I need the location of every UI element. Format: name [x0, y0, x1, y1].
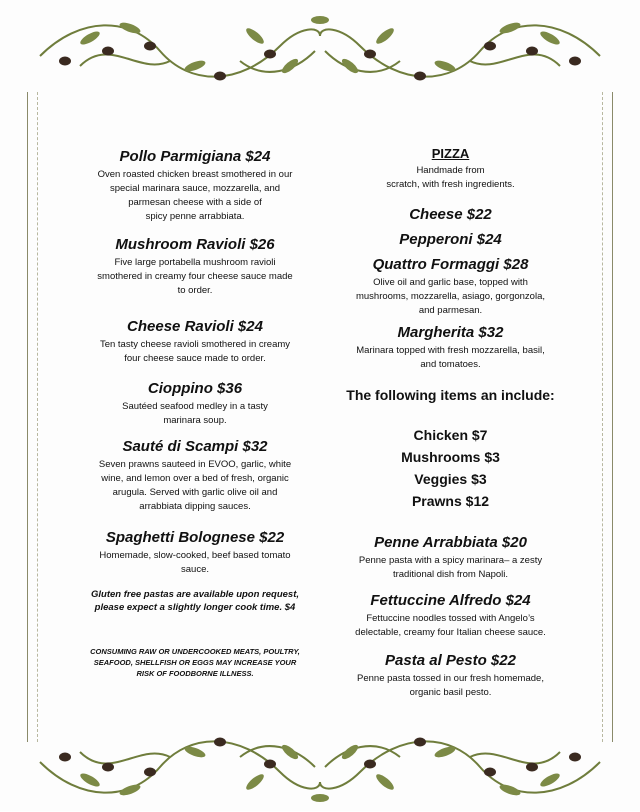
item-title: Cioppino $36 [147, 380, 243, 397]
menu-item [70, 529, 320, 577]
item-title: Quattro Formaggi $28 [372, 256, 529, 273]
gluten-free-note: Gluten free pastas are available upon request, please expect a slightly longer cook time. $4 [90, 589, 300, 613]
left-border-line [27, 92, 28, 742]
menu-item [70, 318, 320, 366]
foodborne-warning: CONSUMING RAW OR UNDERCOOKED MEATS, POULTRY, SEAFOOD, SHELLFISH OR EGGS MAY INCREASE YOUR RISK OF FOODBORNE ILLNESS. [90, 647, 300, 678]
menu-item [328, 592, 573, 640]
addon-item: Chicken $7 [413, 427, 488, 443]
addon-item: Veggies $3 [414, 471, 487, 487]
item-description: Seven prawns sauteed in EVOO, garlic, white wine, and lemon over a bed of fresh, organic arugula. Served with garlic olive oil and arrabbiata dipping sauces. [98, 459, 292, 512]
item-title: Margherita $32 [397, 324, 504, 341]
left-border-dots [37, 92, 38, 742]
menu-item [70, 236, 320, 298]
menu-item [70, 148, 320, 224]
item-title: Pepperoni $24 [399, 231, 502, 248]
item-description: Penne pasta with a spicy marinara– a zesty traditional dish from Napoli. [358, 555, 543, 580]
right-border-line [612, 92, 613, 742]
item-description: Homemade, slow-cooked, beef based tomato sauce. [99, 550, 291, 575]
item-title: Cheese Ravioli $24 [127, 318, 263, 335]
pizza-intro: Handmade from scratch, with fresh ingredients. [386, 165, 515, 190]
menu-item [70, 438, 320, 514]
menu-item [328, 231, 573, 249]
menu-item [70, 380, 320, 428]
olive-vine-border-top [20, 6, 620, 96]
item-description: Penne pasta tossed in our fresh homemade, organic basil pesto. [357, 673, 544, 698]
menu-item [328, 256, 573, 318]
right-border-dots [602, 92, 603, 742]
item-description: Five large portabella mushroom ravioli smothered in creamy four cheese sauce made to order. [97, 257, 293, 296]
olive-vine-border-bottom [20, 722, 620, 812]
addon-item: Mushrooms $3 [401, 449, 500, 465]
item-description: Fettuccine noodles tossed with Angelo’s delectable, creamy four Italian cheese sauce. [355, 613, 546, 638]
item-description: Sautéed seafood medley in a tasty marinara soup. [122, 401, 268, 426]
item-description: Olive oil and garlic base, topped with mushrooms, mozzarella, asiago, gorgonzola, and parmesan. [355, 277, 546, 316]
menu-item [328, 534, 573, 582]
item-title: Spaghetti Bolognese $22 [105, 529, 285, 546]
addons-list [328, 424, 573, 512]
item-description: Marinara topped with fresh mozzarella, basil, and tomatoes. [356, 345, 545, 370]
item-title: Sauté di Scampi $32 [122, 438, 268, 455]
item-description: Oven roasted chicken breast smothered in our special marinara sauce, mozzarella, and parmesan cheese with a side of spicy penne arrabbiata. [97, 169, 293, 222]
item-title: Pollo Parmigiana $24 [119, 148, 271, 165]
item-description: Ten tasty cheese ravioli smothered in creamy four cheese sauce made to order. [99, 339, 291, 364]
addon-item: Prawns $12 [411, 493, 490, 509]
pizza-section-header [328, 146, 573, 192]
item-title: Fettuccine Alfredo $24 [370, 592, 531, 609]
item-title: Pasta al Pesto $22 [385, 652, 516, 669]
menu-item [328, 652, 573, 700]
menu-item [328, 206, 573, 224]
item-title: Cheese $22 [409, 206, 492, 223]
pizza-heading: PIZZA [431, 146, 470, 161]
addons-heading: The following items an include: [346, 387, 555, 403]
item-title: Penne Arrabbiata $20 [374, 534, 527, 551]
menu-item [328, 324, 573, 372]
item-title: Mushroom Ravioli $26 [115, 236, 275, 253]
